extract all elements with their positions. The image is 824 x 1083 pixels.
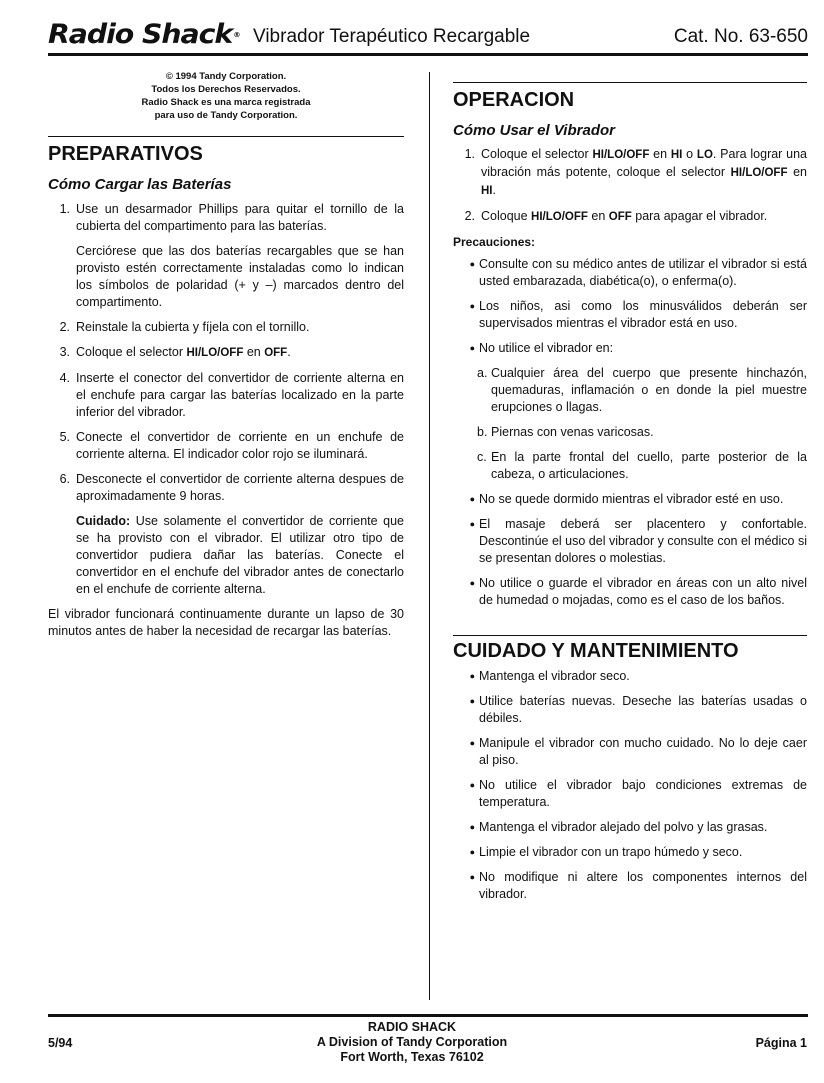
list-item	[48, 201, 404, 235]
right-column	[453, 70, 807, 911]
text-run: .	[287, 345, 291, 359]
list-item	[48, 370, 404, 421]
bullet-text: Mantenga el vibrador seco.	[479, 669, 630, 683]
bullet-icon: ●	[469, 494, 475, 504]
bullet-icon: ●	[469, 343, 475, 353]
step-text: Conecte el convertidor de corriente en un enchufe de corriente alterna. El indicador color rojo se iluminará.	[76, 430, 404, 461]
list-item	[48, 471, 404, 505]
section-rule	[453, 635, 807, 636]
document-title: Vibrador Terapéutico Recargable	[253, 26, 531, 47]
switch-position: OFF	[608, 211, 632, 223]
caution-text: Use solamente el convertidor de corriente que se ha provisto con el vibrador. El utilizar otro tipo de convertidor pudiera dañar las baterías. Conecte el convertidor en el enchufe del vibrador antes de conectarlo en el enchufe de corriente alterna.	[76, 514, 404, 596]
header-rule	[48, 53, 808, 56]
text-run: para apagar el vibrador.	[631, 209, 768, 223]
bullet-text: No utilice el vibrador en:	[479, 341, 614, 355]
list-item	[453, 340, 807, 357]
bullet-icon: ●	[469, 872, 475, 882]
list-item	[453, 256, 807, 290]
list-item	[477, 449, 807, 483]
catalog-number: Cat. No. 63-650	[673, 26, 808, 47]
text-run: Coloque el selector	[481, 147, 593, 161]
text-run: Coloque el selector	[76, 345, 187, 359]
step-text: Desconecte el convertidor de corriente alterna despues de aproximadamente 9 horas.	[76, 472, 404, 503]
list-item	[453, 491, 807, 508]
bullet-text: No modifique ni altere los componentes internos del vibrador.	[479, 870, 807, 901]
step-number: 2.	[59, 320, 70, 334]
subsection-title-usage: Cómo Usar el Vibrador	[453, 122, 615, 139]
footer-rule	[48, 1014, 808, 1017]
footer-company-line: Fort Worth, Texas 76102	[340, 1050, 484, 1064]
footer-date: 5/94	[48, 1036, 73, 1050]
section-rule	[48, 136, 404, 137]
list-item	[48, 319, 404, 336]
bullet-text: Limpie el vibrador con un trapo húmedo y seco.	[479, 845, 743, 859]
bullet-text: Consulte con su médico antes de utilizar el vibrador si está usted embarazada, diabética(o), o enferma(o).	[479, 257, 807, 288]
copyright-line: Radio Shack es una marca registrada	[141, 97, 311, 108]
radio-shack-logo	[48, 20, 240, 50]
bullet-text: Utilice baterías nuevas. Deseche las baterías usadas o débiles.	[479, 694, 807, 725]
bullet-icon: ●	[469, 847, 475, 857]
bullet-icon: ●	[469, 259, 475, 269]
list-item	[453, 516, 807, 567]
caution-note	[76, 513, 404, 598]
switch-position: LO	[696, 149, 713, 161]
left-column	[48, 70, 404, 640]
item-text: En la parte frontal del cuello, parte posterior de la cabeza, o articulaciones.	[491, 450, 807, 481]
item-letter: c.	[477, 450, 487, 464]
section-title-care: CUIDADO Y MANTENIMIENTO	[453, 640, 739, 662]
list-item	[477, 424, 807, 441]
footer-company-line: RADIO SHACK	[367, 1020, 457, 1034]
bullet-icon: ●	[469, 822, 475, 832]
item-text: Cualquier área del cuerpo que presente hinchazón, quemaduras, inflamación o en donde la piel muestre erupciones o llagas.	[491, 366, 807, 414]
list-item	[48, 344, 404, 362]
list-item	[453, 575, 807, 609]
text-run: en	[787, 165, 807, 179]
text-run: . Para lograr una vibración más potente, coloque el selector	[481, 147, 808, 179]
bullet-text: El masaje deberá ser placentero y confortable. Descontinúe el uso del vibrador y consulte con el médico si se presentan dolores o molestias.	[479, 517, 807, 565]
list-item	[453, 146, 807, 200]
step-text	[481, 146, 807, 200]
step-number: 5.	[59, 430, 70, 444]
footer-company-line: A Division of Tandy Corporation	[316, 1035, 508, 1049]
list-item	[453, 777, 807, 811]
text-run: en	[587, 209, 609, 223]
step-number: 6.	[59, 472, 70, 486]
bullet-icon: ●	[469, 301, 475, 311]
list-item	[453, 735, 807, 769]
switch-label: HI/LO/OFF	[186, 347, 244, 359]
list-item	[453, 869, 807, 903]
step-text: Inserte el conector del convertidor de corriente alterna en el enchufe para cargar las baterías localizado en la parte inferior del vibrador.	[76, 371, 404, 419]
list-item	[453, 298, 807, 332]
bullet-icon: ●	[469, 519, 475, 529]
caution-label: Cuidado:	[76, 514, 131, 528]
switch-position: OFF	[264, 347, 288, 359]
list-item	[453, 844, 807, 861]
copyright-line: Todos los Derechos Reservados.	[151, 84, 301, 95]
bullet-icon: ●	[469, 780, 475, 790]
logo-text: Radio Shack	[48, 19, 233, 50]
footer-page-number: Página 1	[755, 1036, 807, 1050]
section-title-operacion: OPERACION	[453, 89, 575, 111]
bullet-text: Los niños, asi como los minusválidos deberán ser supervisados mientras el vibrador está en uso.	[479, 299, 807, 330]
item-letter: b.	[477, 425, 488, 439]
subsection-title-charging: Cómo Cargar las Baterías	[48, 176, 232, 193]
document-header	[48, 20, 808, 50]
text-run: en	[243, 345, 265, 359]
bullet-text: Manipule el vibrador con mucho cuidado. No lo deje caer al piso.	[479, 736, 807, 767]
footer-company	[0, 1020, 824, 1065]
section-rule	[453, 82, 807, 83]
bullet-icon: ●	[469, 738, 475, 748]
copyright-notice	[76, 70, 376, 122]
list-item	[453, 693, 807, 727]
step-number: 1.	[464, 147, 475, 161]
bullet-icon: ●	[469, 696, 475, 706]
item-text: Piernas con venas varicosas.	[491, 425, 654, 439]
step-text	[76, 344, 404, 362]
step-number: 4.	[59, 371, 70, 385]
list-item	[453, 208, 807, 226]
bullet-text: Mantenga el vibrador alejado del polvo y las grasas.	[479, 820, 768, 834]
step-note: Cerciórese que las dos baterías recargables que se han provisto estén correctamente instaladas como lo indican los símbolos de polaridad (+ y –) marcados dentro del compartimento.	[76, 244, 404, 309]
step-number: 2.	[464, 209, 475, 223]
list-item	[453, 668, 807, 685]
list-item	[48, 429, 404, 463]
switch-label: HI/LO/OFF	[592, 149, 650, 161]
bullet-icon: ●	[469, 671, 475, 681]
section-title-preparativos: PREPARATIVOS	[48, 143, 203, 165]
step-text: Reinstale la cubierta y fíjela con el tornillo.	[76, 320, 310, 334]
bullet-text: No utilice el vibrador bajo condiciones extremas de temperatura.	[479, 778, 807, 809]
bullet-text: No se quede dormido mientras el vibrador esté en uso.	[479, 492, 784, 506]
switch-label: HI/LO/OFF	[730, 167, 788, 179]
copyright-line: © 1994 Tandy Corporation.	[165, 71, 287, 82]
switch-position: HI	[481, 185, 493, 197]
text-run: Coloque	[481, 209, 532, 223]
switch-position: HI	[670, 149, 683, 161]
step-text	[481, 208, 807, 226]
bullet-text: No utilice o guarde el vibrador en áreas con un alto nivel de humedad o mojadas, como es el caso de los baños.	[479, 576, 807, 607]
text-run: .	[492, 183, 496, 197]
closing-paragraph: El vibrador funcionará continuamente durante un lapso de 30 minutos antes de haber la necesidad de recargar las baterías.	[48, 607, 404, 638]
step-text: Use un desarmador Phillips para quitar el tornillo de la cubierta del compartimento para las baterías.	[76, 202, 404, 233]
step-number: 1.	[59, 202, 70, 216]
list-item	[477, 365, 807, 416]
item-letter: a.	[477, 366, 488, 380]
step-number: 3.	[59, 345, 70, 359]
precautions-heading: Precauciones:	[453, 235, 536, 249]
registered-mark: ®	[233, 31, 240, 39]
text-run: en	[649, 147, 671, 161]
switch-label: HI/LO/OFF	[531, 211, 588, 223]
text-run: o	[682, 147, 697, 161]
column-divider	[429, 72, 430, 1000]
list-item	[453, 819, 807, 836]
bullet-icon: ●	[469, 578, 475, 588]
copyright-line: para uso de Tandy Corporation.	[154, 110, 298, 121]
